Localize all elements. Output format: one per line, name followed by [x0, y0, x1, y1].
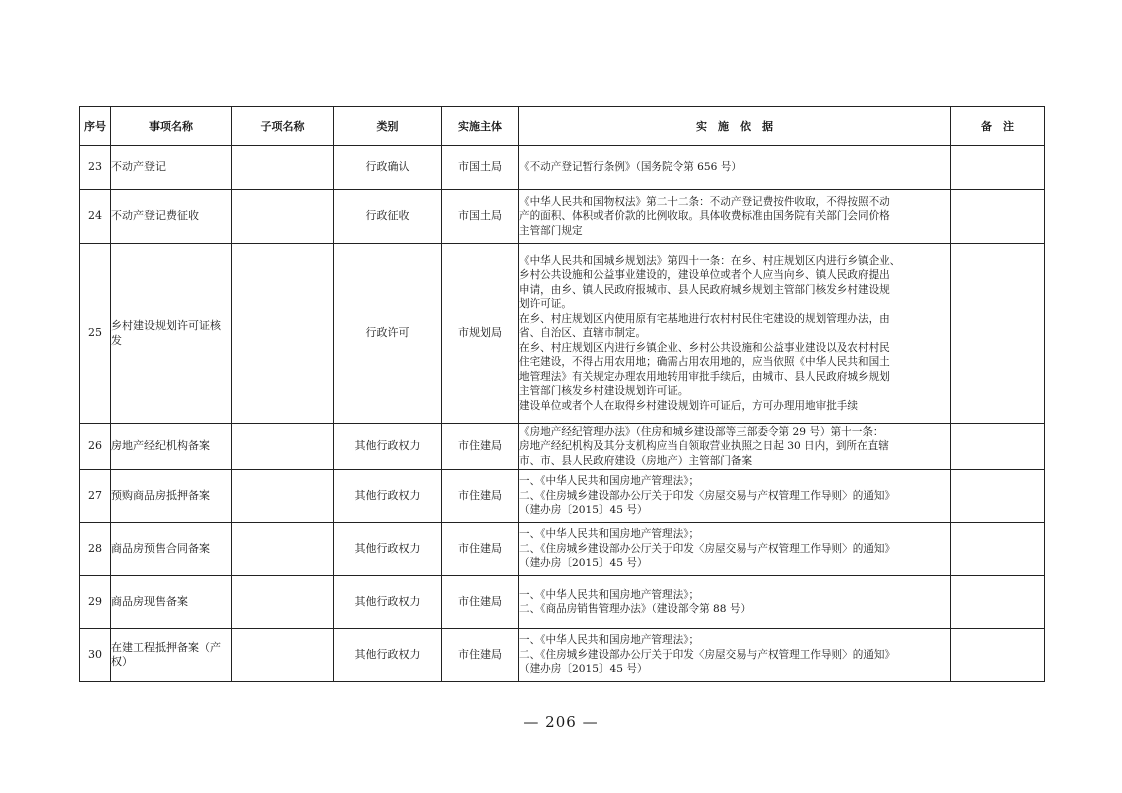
basis-line: 《房地产经纪管理办法》（住房和城乡建设部等三部委令第 29 号）第十一条：: [519, 425, 884, 438]
table-row: [80, 576, 1045, 629]
row-sub-item: [232, 470, 334, 523]
row-org: 市住建局: [442, 576, 519, 629]
basis-line: （建办房〔2015〕45 号）: [519, 663, 648, 676]
basis-line: 一、《中华人民共和国房地产管理法》；: [519, 588, 700, 601]
basis-line: （建办房〔2015〕45 号）: [519, 504, 648, 517]
row-note: [951, 190, 1045, 244]
row-item-name: 房地产经纪机构备案: [111, 424, 232, 470]
basis-line: 市、市、县人民政府建设（房地产）主管部门备案: [519, 454, 753, 467]
row-org: 市规划局: [442, 244, 519, 424]
basis-line: 《不动产登记暂行条例》（国务院令第 656 号）: [519, 161, 742, 174]
header-seq: 序号: [80, 107, 111, 146]
basis-line: 在乡、村庄规划区内进行乡镇企业、乡村公共设施和公益事业建设以及农村村民: [519, 341, 890, 354]
row-basis: [519, 470, 951, 523]
row-seq: 30: [80, 629, 111, 682]
basis-line: 地管理法》有关规定办理农用地转用审批手续后，由城市、县人民政府城乡规划: [519, 370, 890, 383]
header-note: 备 注: [951, 107, 1045, 146]
row-sub-item: [232, 244, 334, 424]
basis-line: 《中华人民共和国物权法》第二十二条：不动产登记费按件收取，不得按照不动: [519, 195, 890, 208]
header-org: 实施主体: [442, 107, 519, 146]
header-row: [80, 107, 1045, 146]
row-category: 其他行政权力: [334, 470, 442, 523]
row-category: 其他行政权力: [334, 424, 442, 470]
row-sub-item: [232, 424, 334, 470]
row-item-name: 不动产登记: [111, 146, 232, 190]
row-item-name: 乡村建设规划许可证核发: [111, 244, 232, 424]
basis-line: 主管部门核发乡村建设规划许可证。: [519, 385, 689, 398]
basis-line: 二、《住房城乡建设部办公厅关于印发〈房屋交易与产权管理工作导则〉的通知》: [519, 648, 896, 661]
row-org: 市国土局: [442, 146, 519, 190]
row-category: 其他行政权力: [334, 629, 442, 682]
table-row: [80, 523, 1045, 576]
basis-line: 在乡、村庄规划区内使用原有宅基地进行农村村民住宅建设的规划管理办法，由: [519, 312, 890, 325]
basis-line: 房地产经纪机构及其分支机构应当自领取营业执照之日起 30 日内，到所在直辖: [519, 440, 889, 453]
row-basis: [519, 190, 951, 244]
row-sub-item: [232, 576, 334, 629]
row-note: [951, 629, 1045, 682]
row-seq: 26: [80, 424, 111, 470]
row-sub-item: [232, 146, 334, 190]
header-item-name: 事项名称: [111, 107, 232, 146]
row-sub-item: [232, 190, 334, 244]
basis-line: 一、《中华人民共和国房地产管理法》；: [519, 528, 700, 541]
row-seq: 27: [80, 470, 111, 523]
row-item-name: 在建工程抵押备案（产权）: [111, 629, 232, 682]
row-org: 市国土局: [442, 190, 519, 244]
row-sub-item: [232, 523, 334, 576]
basis-line: 住宅建设，不得占用农用地；确需占用农用地的，应当依照《中华人民共和国土: [519, 356, 890, 369]
basis-line: 二、《住房城乡建设部办公厅关于印发〈房屋交易与产权管理工作导则〉的通知》: [519, 489, 896, 502]
table-row: [80, 146, 1045, 190]
basis-line: 主管部门规定: [519, 224, 583, 237]
table-row: [80, 424, 1045, 470]
basis-line: 二、《商品房销售管理办法》（建设部令第 88 号）: [519, 603, 752, 615]
row-org: 市住建局: [442, 424, 519, 470]
row-item-name: 商品房预售合同备案: [111, 523, 232, 576]
header-basis: 实 施 依 据: [519, 107, 951, 146]
row-basis: [519, 629, 951, 682]
row-note: [951, 523, 1045, 576]
row-item-name: 商品房现售备案: [111, 576, 232, 629]
row-note: [951, 146, 1045, 190]
basis-line: 产的面积、体积或者价款的比例收取。具体收费标准由国务院有关部门会同价格: [519, 210, 890, 223]
row-note: [951, 424, 1045, 470]
basis-line: 二、《住房城乡建设部办公厅关于印发〈房屋交易与产权管理工作导则〉的通知》: [519, 542, 896, 555]
row-category: 行政征收: [334, 190, 442, 244]
row-basis: [519, 146, 951, 190]
header-category: 类别: [334, 107, 442, 146]
row-seq: 25: [80, 244, 111, 424]
row-note: [951, 244, 1045, 424]
row-basis: [519, 244, 951, 424]
row-seq: 24: [80, 190, 111, 244]
row-basis: [519, 523, 951, 576]
row-item-name: 不动产登记费征收: [111, 190, 232, 244]
basis-line: 《中华人民共和国城乡规划法》第四十一条：在乡、村庄规划区内进行乡镇企业、: [519, 254, 901, 267]
basis-line: 一、《中华人民共和国房地产管理法》；: [519, 475, 700, 488]
page-number: — 206 —: [523, 713, 599, 731]
row-seq: 29: [80, 576, 111, 629]
basis-line: 省、自治区、直辖市制定。: [519, 327, 647, 340]
row-category: 其他行政权力: [334, 576, 442, 629]
row-note: [951, 470, 1045, 523]
basis-line: 一、《中华人民共和国房地产管理法》；: [519, 634, 700, 647]
row-org: 市住建局: [442, 523, 519, 576]
row-seq: 23: [80, 146, 111, 190]
table-row: [80, 244, 1045, 424]
basis-line: 申请，由乡、镇人民政府报城市、县人民政府城乡规划主管部门核发乡村建设规: [519, 283, 890, 296]
row-category: 行政确认: [334, 146, 442, 190]
row-org: 市住建局: [442, 470, 519, 523]
header-sub-item: 子项名称: [232, 107, 334, 146]
table-row: [80, 190, 1045, 244]
row-category: 其他行政权力: [334, 523, 442, 576]
basis-line: （建办房〔2015〕45 号）: [519, 557, 648, 570]
row-basis: [519, 424, 951, 470]
row-category: 行政许可: [334, 244, 442, 424]
table-row: [80, 629, 1045, 682]
row-note: [951, 576, 1045, 629]
authority-list-table: [79, 106, 1045, 682]
row-item-name: 预购商品房抵押备案: [111, 470, 232, 523]
row-seq: 28: [80, 523, 111, 576]
row-basis: [519, 576, 951, 629]
basis-line: 乡村公共设施和公益事业建设的，建设单位或者个人应当向乡、镇人民政府提出: [519, 269, 890, 282]
table-row: [80, 470, 1045, 523]
basis-line: 划许可证。: [519, 298, 572, 311]
basis-line: 建设单位或者个人在取得乡村建设规划许可证后，方可办理用地审批手续: [519, 399, 858, 412]
row-org: 市住建局: [442, 629, 519, 682]
row-sub-item: [232, 629, 334, 682]
